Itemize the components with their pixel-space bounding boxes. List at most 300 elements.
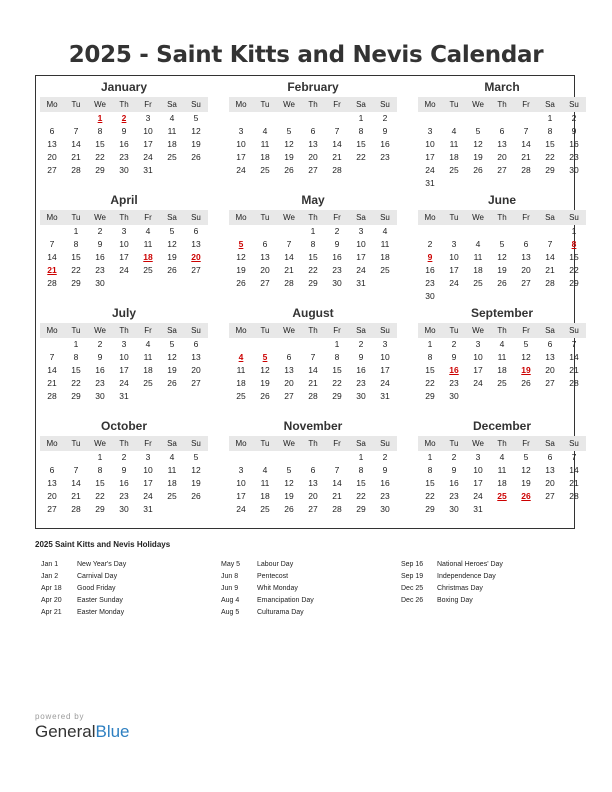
day-cell [490,290,514,303]
day-cell: 13 [191,239,201,249]
day-cell [418,112,442,125]
day-cell: 30 [449,504,459,514]
day-cell [490,390,514,403]
weekday-label: Fr [333,100,341,109]
day-cell: 19 [284,152,294,162]
holiday-date: Jun 8 [221,573,239,580]
day-cell: 10 [143,126,153,136]
day-cell: 6 [499,126,505,136]
weekday-label: Mo [424,439,436,448]
day-cell [136,390,160,403]
day-cell: 25 [143,378,153,388]
holiday-date: Dec 25 [401,585,424,592]
day-cell [40,225,64,238]
week-row [418,138,586,151]
day-cell: 16 [449,478,459,488]
day-cell [184,164,208,177]
day-cell [349,164,373,177]
month-name: December [472,419,532,433]
weekday-label: We [472,213,484,222]
weekday-label: Mo [46,439,58,448]
day-cell: 27 [497,165,507,175]
day-cell: 2 [427,239,433,249]
weekday-label: Su [380,213,390,222]
day-cell: 3 [121,339,127,349]
day-cell: 7 [49,352,55,362]
weekday-header [229,436,397,451]
day-cell: 28 [332,165,342,175]
week-row [418,377,586,390]
month-april [40,192,208,290]
holiday-day-cell: 2 [121,113,127,123]
day-cell: 17 [143,478,153,488]
day-cell [160,164,184,177]
weekday-label: Fr [333,439,341,448]
weekday-label: Th [308,100,318,109]
day-cell: 24 [236,165,246,175]
weekday-label: Fr [144,213,152,222]
day-cell: 23 [380,152,390,162]
day-cell: 29 [308,278,318,288]
week-row [229,225,397,238]
day-cell [562,290,586,303]
week-row [40,238,208,251]
holiday-date: Apr 18 [41,585,62,592]
day-cell: 18 [143,365,153,375]
week-row [40,351,208,364]
holiday-item [41,559,221,571]
day-cell: 31 [143,504,153,514]
day-cell: 17 [356,252,366,262]
day-cell: 2 [334,226,340,236]
day-cell: 12 [260,365,270,375]
holiday-day-cell: 9 [427,252,433,262]
day-cell: 8 [358,465,364,475]
day-cell: 17 [119,252,129,262]
holiday-column [41,559,221,619]
day-cell [40,338,64,351]
day-cell: 20 [497,152,507,162]
month-september [418,305,586,403]
day-cell: 13 [47,139,57,149]
day-cell: 3 [451,239,457,249]
day-cell [184,390,208,403]
day-cell: 4 [169,452,175,462]
day-cell: 29 [71,278,81,288]
day-cell: 17 [119,365,129,375]
weekday-label: Th [119,439,129,448]
day-cell [514,112,538,125]
day-cell: 16 [425,265,435,275]
day-cell: 24 [473,378,483,388]
day-cell: 14 [284,252,294,262]
weekday-label: We [94,326,106,335]
day-cell: 20 [191,365,201,375]
day-cell: 24 [143,152,153,162]
day-cell: 18 [260,152,270,162]
day-cell: 14 [569,465,579,475]
weekday-label: Su [569,439,579,448]
day-cell: 29 [332,391,342,401]
day-cell: 21 [569,478,579,488]
day-cell: 24 [473,491,483,501]
weekday-label: We [283,439,295,448]
holiday-name: Pentecost [257,573,289,580]
day-cell: 4 [382,226,388,236]
day-cell: 20 [545,365,555,375]
week-row [40,451,208,464]
holiday-name: Labour Day [257,561,294,568]
week-row [418,125,586,138]
day-cell: 3 [145,452,151,462]
day-cell: 22 [356,491,366,501]
page-title: 2025 - Saint Kitts and Nevis Calendar [68,42,544,68]
day-cell: 3 [145,113,151,123]
day-cell: 25 [260,165,270,175]
week-row [229,451,397,464]
day-cell: 8 [310,239,316,249]
day-cell: 29 [425,504,435,514]
day-cell: 11 [497,465,507,475]
week-row [40,251,208,264]
weekday-label: Su [380,439,390,448]
holiday-item [401,571,581,583]
brand-name-blue: Blue [95,722,130,741]
day-cell [277,112,301,125]
day-cell [466,290,490,303]
day-cell: 28 [521,165,531,175]
day-cell: 16 [95,365,105,375]
month-name: November [283,419,343,433]
day-cell: 27 [191,378,201,388]
weekday-label: We [283,100,295,109]
weekday-label: Th [497,439,507,448]
holiday-name: Easter Monday [77,609,125,616]
day-cell: 11 [143,352,153,362]
holiday-date: Jan 2 [41,573,59,580]
month-august [229,305,397,403]
month-name: May [301,193,325,207]
day-cell: 3 [427,126,433,136]
week-row [229,112,397,125]
day-cell: 11 [143,239,153,249]
day-cell: 22 [569,265,579,275]
holiday-item [41,583,221,595]
holiday-date: Jan 1 [41,561,59,568]
weekday-header [229,210,397,225]
powered-by-text: powered by [35,712,85,721]
day-cell: 19 [191,139,201,149]
week-row [40,112,208,125]
weekday-label: Tu [449,100,459,109]
month-march [418,79,586,190]
weekday-label: Fr [144,439,152,448]
weekday-label: Fr [522,439,530,448]
day-cell: 28 [332,504,342,514]
day-cell: 27 [191,265,201,275]
weekday-label: Th [119,100,129,109]
weekday-label: Sa [167,439,177,448]
day-cell: 24 [356,265,366,275]
day-cell: 5 [499,239,505,249]
week-row [418,351,586,364]
day-cell [538,225,562,238]
day-cell: 10 [236,478,246,488]
day-cell: 28 [569,378,579,388]
day-cell: 14 [332,478,342,488]
day-cell: 28 [284,278,294,288]
day-cell [562,503,586,516]
weekday-label: We [472,326,484,335]
day-cell: 30 [380,504,390,514]
week-row [418,225,586,238]
day-cell: 18 [473,265,483,275]
weekday-label: Th [497,326,507,335]
day-cell: 18 [497,365,507,375]
week-row [40,338,208,351]
weekday-label: We [94,100,106,109]
day-cell: 23 [95,265,105,275]
week-row [40,125,208,138]
day-cell: 26 [497,278,507,288]
day-cell: 10 [119,239,129,249]
day-cell: 8 [334,352,340,362]
day-cell: 16 [356,365,366,375]
day-cell: 21 [332,491,342,501]
day-cell: 30 [449,391,459,401]
weekday-label: Th [119,213,129,222]
weekday-label: Th [119,326,129,335]
day-cell [160,390,184,403]
day-cell: 12 [191,126,201,136]
week-row [418,151,586,164]
day-cell [490,112,514,125]
day-cell: 29 [569,278,579,288]
day-cell: 8 [547,126,553,136]
day-cell: 29 [356,504,366,514]
day-cell: 22 [356,152,366,162]
day-cell: 17 [473,365,483,375]
day-cell [301,338,325,351]
day-cell: 23 [449,491,459,501]
week-row [418,290,586,303]
day-cell: 27 [545,378,555,388]
day-cell: 26 [260,391,270,401]
day-cell: 2 [382,113,388,123]
holiday-item [221,607,401,619]
month-october [40,418,208,516]
day-cell: 8 [97,465,103,475]
weekday-label: Mo [46,100,58,109]
day-cell: 19 [167,252,177,262]
holiday-day-cell: 16 [449,365,459,375]
day-cell: 27 [521,278,531,288]
weekday-label: Tu [260,439,270,448]
day-cell: 15 [425,478,435,488]
day-cell [418,225,442,238]
day-cell: 2 [571,113,577,123]
day-cell: 8 [97,126,103,136]
day-cell: 7 [547,239,553,249]
day-cell: 17 [143,139,153,149]
day-cell: 20 [308,152,318,162]
holiday-name: Whit Monday [257,585,298,592]
day-cell [466,177,490,190]
day-cell: 26 [236,278,246,288]
day-cell: 4 [145,339,151,349]
day-cell: 26 [167,265,177,275]
weekday-label: Tu [71,439,81,448]
day-cell: 12 [284,139,294,149]
day-cell: 23 [119,152,129,162]
holiday-name: Emancipation Day [257,597,314,604]
weekday-label: We [283,213,295,222]
holiday-day-cell: 25 [497,491,507,501]
day-cell: 11 [167,126,177,136]
day-cell: 25 [260,504,270,514]
holiday-date: Jun 9 [221,585,239,592]
day-cell: 29 [95,165,105,175]
day-cell: 19 [521,478,531,488]
week-row [40,264,208,277]
day-cell [373,164,397,177]
day-cell: 23 [449,378,459,388]
weekday-label: Fr [522,213,530,222]
day-cell: 10 [119,352,129,362]
day-cell: 5 [169,226,175,236]
day-cell [64,451,88,464]
day-cell: 14 [47,252,57,262]
day-cell: 3 [475,452,481,462]
day-cell: 10 [380,352,390,362]
day-cell: 2 [451,339,457,349]
day-cell: 7 [73,126,79,136]
holiday-date: Apr 21 [41,609,62,616]
week-row [229,464,397,477]
day-cell: 30 [95,391,105,401]
day-cell: 31 [473,504,483,514]
day-cell: 8 [427,352,433,362]
day-cell: 2 [451,452,457,462]
day-cell: 22 [71,378,81,388]
day-cell: 11 [497,352,507,362]
weekday-label: Tu [71,100,81,109]
holiday-item [221,559,401,571]
weekday-label: Mo [424,213,436,222]
day-cell: 26 [284,165,294,175]
weekday-header [418,97,586,112]
weekday-label: Sa [356,439,366,448]
weekday-label: Tu [71,213,81,222]
day-cell: 2 [97,339,103,349]
day-cell: 1 [358,452,364,462]
day-cell: 22 [95,491,105,501]
day-cell: 7 [286,239,292,249]
day-cell: 4 [451,126,457,136]
day-cell: 17 [236,152,246,162]
day-cell: 15 [569,252,579,262]
day-cell [277,225,301,238]
day-cell: 18 [449,152,459,162]
holiday-item [401,583,581,595]
day-cell: 26 [473,165,483,175]
weekday-label: Fr [144,100,152,109]
week-row [229,151,397,164]
day-cell: 10 [449,252,459,262]
holiday-column [401,559,581,607]
month-name: August [292,306,334,320]
week-row [418,264,586,277]
day-cell [490,225,514,238]
day-cell [514,177,538,190]
day-cell: 15 [308,252,318,262]
holiday-name: Culturama Day [257,609,304,616]
week-row [40,364,208,377]
day-cell: 21 [71,152,81,162]
weekday-label: Tu [71,326,81,335]
day-cell [277,338,301,351]
day-cell: 16 [95,252,105,262]
weekday-label: Fr [333,213,341,222]
day-cell: 9 [97,352,103,362]
day-cell: 6 [193,226,199,236]
weekday-label: Su [191,213,201,222]
month-name: January [100,80,148,94]
day-cell: 4 [169,113,175,123]
day-cell: 31 [380,391,390,401]
day-cell: 13 [521,252,531,262]
day-cell: 17 [473,478,483,488]
holiday-item [221,583,401,595]
day-cell: 19 [497,265,507,275]
day-cell [160,503,184,516]
weekday-label: We [472,100,484,109]
day-cell [538,177,562,190]
day-cell: 31 [356,278,366,288]
weekday-label: Mo [235,100,247,109]
week-row [229,164,397,177]
day-cell: 27 [545,491,555,501]
day-cell: 3 [382,339,388,349]
day-cell: 15 [332,365,342,375]
week-row [40,277,208,290]
month-name: February [287,80,339,94]
week-row [229,264,397,277]
day-cell: 13 [308,139,318,149]
weekday-label: Mo [235,439,247,448]
day-cell: 13 [284,365,294,375]
week-row [418,503,586,516]
day-cell [466,112,490,125]
day-cell: 13 [545,465,555,475]
week-row [40,390,208,403]
day-cell: 30 [119,504,129,514]
day-cell [442,225,466,238]
day-cell: 23 [95,378,105,388]
day-cell: 29 [545,165,555,175]
month-june [418,192,586,303]
weekday-label: Th [308,439,318,448]
day-cell: 7 [571,452,577,462]
weekday-label: Sa [545,100,555,109]
week-row [40,377,208,390]
week-row [229,377,397,390]
day-cell: 12 [284,478,294,488]
day-cell: 10 [236,139,246,149]
day-cell: 27 [308,165,318,175]
holiday-name: Boxing Day [437,597,473,604]
day-cell: 11 [167,465,177,475]
